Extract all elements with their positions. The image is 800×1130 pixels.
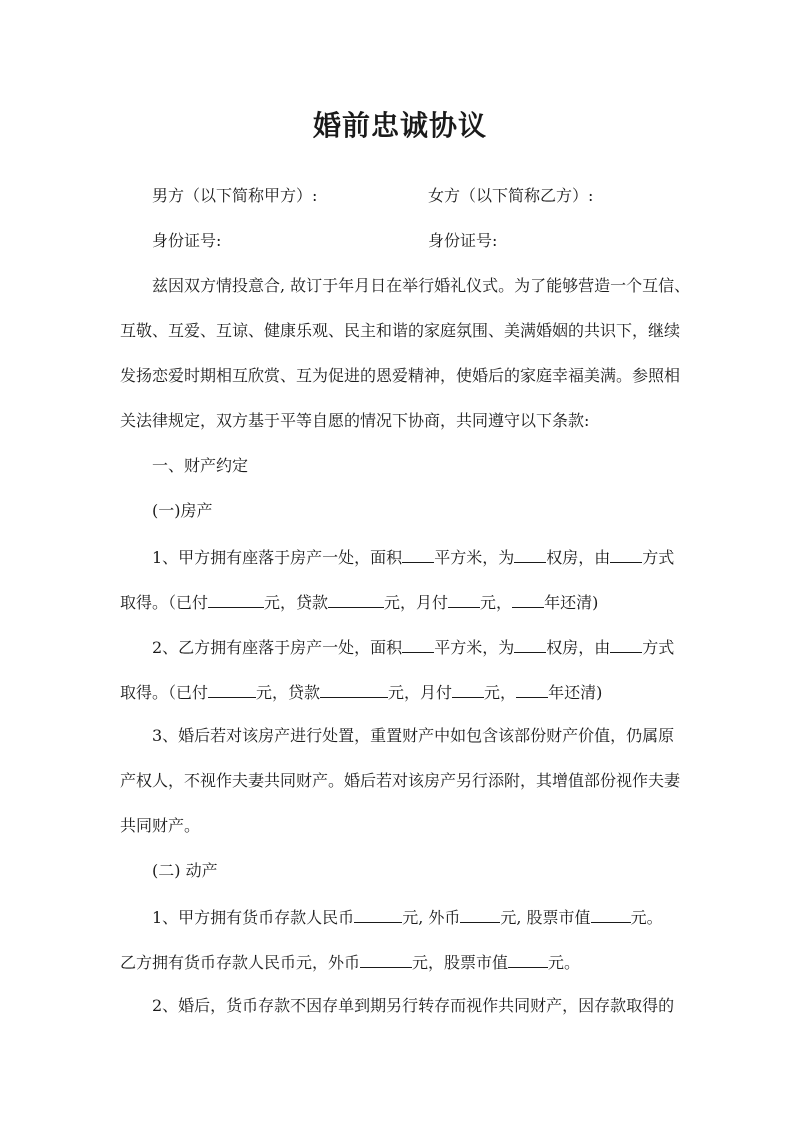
party-a-label: 男方（以下简称甲方）:	[152, 186, 318, 205]
subheading-movable: (二) 动产	[152, 861, 218, 880]
house-b-loan-blank	[320, 681, 388, 698]
house-a-text-1: 1、甲方拥有座落于房产一处，面积	[152, 548, 403, 567]
house-b-line-2	[120, 681, 685, 703]
item3-line-1: 3、婚后若对该房产进行处置，重置财产中如包含该部份财产价值，仍属原	[152, 726, 675, 745]
house-a-text-6: 元，贷款	[264, 593, 329, 612]
subheading-house: (一)房产	[152, 501, 213, 520]
house-b-text-3: 权房，由	[546, 638, 611, 657]
movable-b-text-2: 元，股票市值	[412, 953, 509, 972]
intro-line-2: 互敬、互爱、互谅、健康乐观、民主和谐的家庭氛围、美满婚姻的共识下，继续	[120, 321, 681, 340]
house-b-type-blank	[514, 636, 546, 653]
movable-b-foreign-blank	[360, 951, 412, 968]
movable-b-stock-blank	[508, 951, 548, 968]
house-b-text-7: 元，月付	[388, 683, 453, 702]
house-b-text-4: 方式	[642, 638, 675, 657]
intro-line-1: 兹因双方情投意合, 故订于年月日在举行婚礼仪式。为了能够营造一个互信、	[152, 276, 691, 295]
movable-a-text-1: 1、甲方拥有货币存款人民币	[152, 908, 355, 927]
house-a-line-2	[120, 591, 685, 613]
house-a-text-4: 方式	[642, 548, 675, 567]
party-a-id: 身份证号:	[152, 231, 222, 250]
house-a-loan-blank	[328, 591, 384, 608]
house-a-type-blank	[514, 546, 546, 563]
house-a-text-7: 元，月付	[384, 593, 449, 612]
movable-a-line	[152, 906, 717, 928]
document-title: 婚前忠诚协议	[312, 109, 487, 142]
movable-a-rmb-blank	[354, 906, 402, 923]
movable-item2-line: 2、婚后，货币存款不因存单到期另行转存而视作共同财产，因存款取得的	[152, 996, 675, 1015]
movable-a-text-4: 元。	[630, 908, 663, 927]
item3-line-3: 共同财产。	[120, 816, 201, 835]
party-b-id: 身份证号:	[428, 231, 498, 250]
item3-line-2: 产权人，不视作夫妻共同财产。婚后若对该房产另行添附，其增值部份视作夫妻	[120, 771, 681, 790]
house-b-text-6: 元，贷款	[256, 683, 321, 702]
house-b-text-1: 2、乙方拥有座落于房产一处，面积	[152, 638, 403, 657]
house-a-method-blank	[610, 546, 642, 563]
movable-b-line	[120, 951, 685, 973]
intro-line-3: 发扬恋爱时期相互欣赏、互为促进的恩爱精神，使婚后的家庭幸福美满。参照相	[120, 366, 681, 385]
house-a-text-3: 权房，由	[546, 548, 611, 567]
house-b-text-8: 元，	[484, 683, 517, 702]
house-b-years-blank	[516, 681, 548, 698]
house-a-text-9: 年还清)	[544, 593, 599, 612]
house-a-area-blank	[402, 546, 434, 563]
house-b-text-5: 取得。（已付	[120, 683, 209, 702]
movable-a-text-3: 元, 股票市值	[500, 908, 591, 927]
house-a-paid-blank	[208, 591, 264, 608]
house-b-paid-blank	[208, 681, 256, 698]
house-b-text-2: 平方米，为	[434, 638, 515, 657]
movable-a-stock-blank	[591, 906, 631, 923]
house-b-monthly-blank	[452, 681, 484, 698]
movable-a-text-2: 元, 外币	[402, 908, 461, 927]
movable-b-text-3: 元。	[548, 953, 581, 972]
house-b-text-9: 年还清)	[548, 683, 603, 702]
house-a-line-1	[152, 546, 717, 568]
house-b-line-1	[152, 636, 717, 658]
section-heading-property: 一、财产约定	[152, 456, 249, 475]
house-b-area-blank	[402, 636, 434, 653]
house-a-years-blank	[512, 591, 544, 608]
party-b-label: 女方（以下简称乙方）:	[428, 186, 594, 205]
intro-line-4: 关法律规定，双方基于平等自愿的情况下协商，共同遵守以下条款:	[120, 411, 590, 430]
house-b-method-blank	[610, 636, 642, 653]
movable-a-foreign-blank	[460, 906, 500, 923]
house-a-text-2: 平方米，为	[434, 548, 515, 567]
movable-b-text-1: 乙方拥有货币存款人民币元，外币	[120, 953, 361, 972]
house-a-text-8: 元，	[480, 593, 513, 612]
house-a-text-5: 取得。（已付	[120, 593, 209, 612]
house-a-monthly-blank	[448, 591, 480, 608]
